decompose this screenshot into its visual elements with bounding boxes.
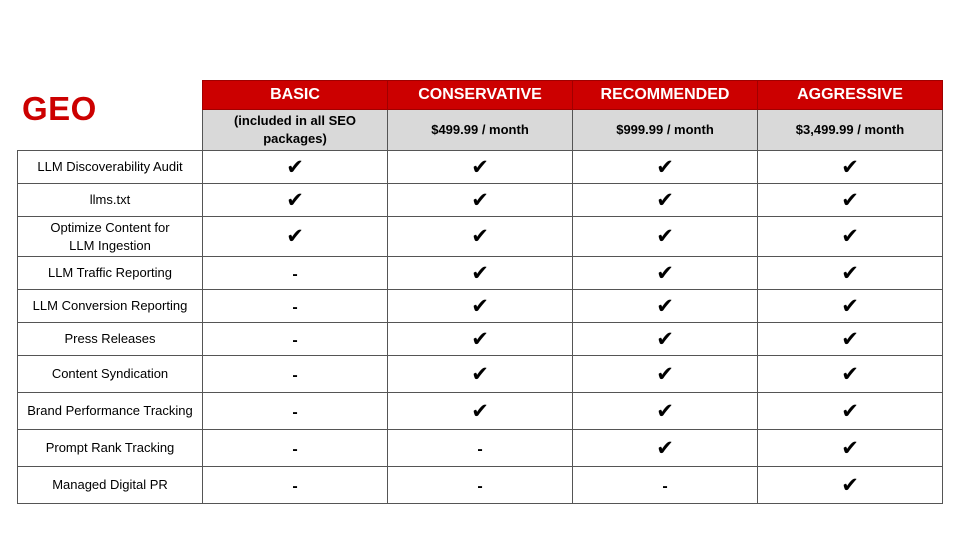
mark-cell-aggressive [758, 393, 943, 430]
mark-cell-aggressive [758, 257, 943, 290]
mark-cell-conservative [388, 290, 573, 323]
empty-corner [18, 110, 203, 151]
tier-name-conservative: CONSERVATIVE [388, 81, 573, 110]
mark-cell-basic [203, 430, 388, 467]
check-icon: ✔ [841, 293, 859, 318]
check-icon: ✔ [286, 187, 304, 212]
mark-cell-recommended [573, 290, 758, 323]
check-icon: ✔ [841, 398, 859, 423]
check-icon: ✔ [841, 260, 859, 285]
check-icon: ✔ [656, 187, 674, 212]
mark-cell-basic [203, 290, 388, 323]
mark-cell-recommended [573, 151, 758, 184]
feature-label-text: LLM Traffic Reporting [47, 265, 173, 280]
pricing-table [17, 80, 943, 504]
empty-corner [18, 81, 203, 110]
check-icon: ✔ [656, 293, 674, 318]
dash-icon: - [477, 477, 483, 495]
check-icon: ✔ [656, 260, 674, 285]
mark-cell-aggressive [758, 184, 943, 217]
mark-cell-recommended [573, 393, 758, 430]
table-row [18, 290, 943, 323]
dash-icon: - [292, 477, 298, 495]
feature-label-text: LLM Conversion Reporting [32, 298, 188, 313]
feature-label [18, 184, 203, 217]
feature-label [18, 430, 203, 467]
mark-cell-aggressive [758, 356, 943, 393]
feature-label-text: llms.txt [89, 192, 131, 207]
dash-icon: - [292, 403, 298, 421]
tier-price-conservative: $499.99 / month [388, 110, 573, 151]
tier-name-basic: BASIC [203, 81, 388, 110]
tier-price-aggressive: $3,499.99 / month [758, 110, 943, 151]
table-row [18, 323, 943, 356]
feature-label [18, 323, 203, 356]
check-icon: ✔ [471, 260, 489, 285]
table-row [18, 257, 943, 290]
mark-cell-recommended [573, 323, 758, 356]
dash-icon: - [477, 440, 483, 458]
dash-icon: - [292, 366, 298, 384]
check-icon: ✔ [841, 154, 859, 179]
feature-label-text: Content Syndication [51, 366, 169, 381]
check-icon: ✔ [656, 361, 674, 386]
dash-icon: - [292, 440, 298, 458]
check-icon: ✔ [471, 154, 489, 179]
table-row [18, 356, 943, 393]
mark-cell-recommended [573, 184, 758, 217]
mark-cell-recommended [573, 467, 758, 504]
mark-cell-basic [203, 184, 388, 217]
check-icon: ✔ [286, 154, 304, 179]
feature-label [18, 290, 203, 323]
check-icon: ✔ [841, 224, 859, 248]
mark-cell-basic [203, 151, 388, 184]
check-icon: ✔ [656, 435, 674, 460]
check-icon: ✔ [656, 224, 674, 248]
check-icon: ✔ [841, 361, 859, 386]
mark-cell-conservative [388, 393, 573, 430]
mark-cell-recommended [573, 257, 758, 290]
feature-label [18, 356, 203, 393]
mark-cell-conservative [388, 217, 573, 257]
feature-label [18, 257, 203, 290]
table-row [18, 393, 943, 430]
tier-name-row [18, 81, 943, 110]
table-row [18, 151, 943, 184]
mark-cell-recommended [573, 217, 758, 257]
check-icon: ✔ [471, 361, 489, 386]
tier-price-basic [203, 110, 388, 151]
mark-cell-conservative [388, 323, 573, 356]
feature-label [18, 151, 203, 184]
mark-cell-basic [203, 217, 388, 257]
mark-cell-conservative [388, 257, 573, 290]
check-icon: ✔ [471, 326, 489, 351]
tier-price-row [18, 110, 943, 151]
dash-icon: - [292, 298, 298, 316]
tier-price-recommended: $999.99 / month [573, 110, 758, 151]
check-icon: ✔ [656, 326, 674, 351]
mark-cell-aggressive [758, 217, 943, 257]
mark-cell-conservative [388, 184, 573, 217]
feature-label [18, 217, 203, 257]
check-icon: ✔ [841, 326, 859, 351]
mark-cell-basic [203, 257, 388, 290]
tier-name-recommended: RECOMMENDED [573, 81, 758, 110]
mark-cell-conservative [388, 430, 573, 467]
tier-name-aggressive: AGGRESSIVE [758, 81, 943, 110]
feature-label-text: Prompt Rank Tracking [45, 440, 175, 455]
check-icon: ✔ [841, 472, 859, 497]
mark-cell-conservative [388, 356, 573, 393]
check-icon: ✔ [656, 398, 674, 423]
mark-cell-aggressive [758, 323, 943, 356]
dash-icon: - [662, 477, 668, 495]
feature-label-text: LLM Discoverability Audit [37, 159, 183, 174]
feature-label-text: Brand Performance Tracking [27, 403, 193, 418]
check-icon: ✔ [656, 154, 674, 179]
mark-cell-aggressive [758, 467, 943, 504]
check-icon: ✔ [471, 398, 489, 423]
mark-cell-conservative [388, 467, 573, 504]
feature-label-text: Optimize Content for LLM Ingestion [50, 219, 170, 253]
check-icon: ✔ [471, 293, 489, 318]
mark-cell-aggressive [758, 151, 943, 184]
check-icon: ✔ [841, 435, 859, 460]
mark-cell-recommended [573, 430, 758, 467]
check-icon: ✔ [841, 187, 859, 212]
check-icon: ✔ [471, 187, 489, 212]
check-icon: ✔ [286, 224, 304, 248]
mark-cell-basic [203, 393, 388, 430]
feature-label [18, 393, 203, 430]
mark-cell-basic [203, 356, 388, 393]
feature-label-text: Managed Digital PR [52, 477, 168, 492]
dash-icon: - [292, 331, 298, 349]
mark-cell-aggressive [758, 290, 943, 323]
tier-price-basic-text: (included in all SEO packages) [233, 113, 357, 146]
table-row [18, 184, 943, 217]
dash-icon: - [292, 265, 298, 283]
check-icon: ✔ [471, 224, 489, 248]
feature-rows [18, 151, 943, 504]
mark-cell-recommended [573, 356, 758, 393]
mark-cell-basic [203, 467, 388, 504]
mark-cell-basic [203, 323, 388, 356]
feature-label-text: Press Releases [64, 331, 156, 346]
feature-label [18, 467, 203, 504]
mark-cell-conservative [388, 151, 573, 184]
table-row [18, 430, 943, 467]
table-row [18, 217, 943, 257]
page-title: GEO [22, 90, 97, 127]
mark-cell-aggressive [758, 430, 943, 467]
table-row [18, 467, 943, 504]
